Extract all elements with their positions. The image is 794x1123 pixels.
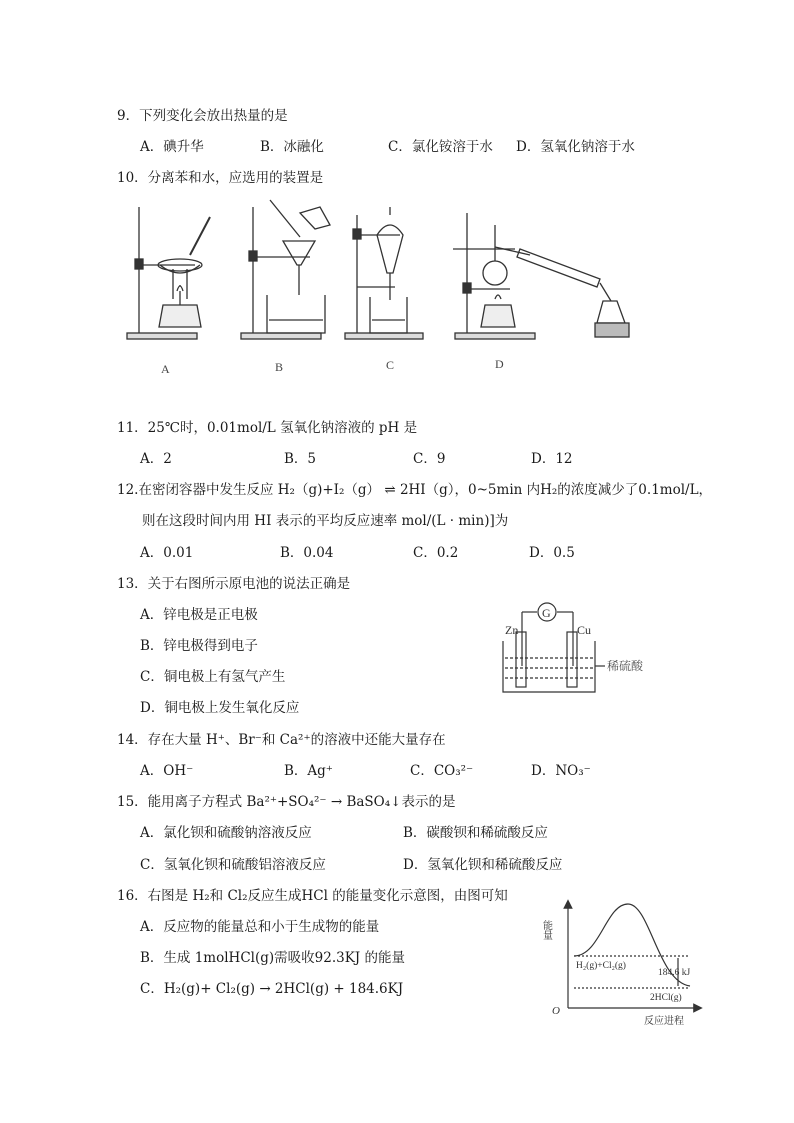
q12-option-c: C．0.2 bbox=[413, 545, 459, 561]
q11-option-d: D．12 bbox=[531, 451, 573, 467]
q16-option-c: C．H₂(g)+ Cl₂(g) → 2HCl(g) + 184.6KJ bbox=[140, 981, 404, 997]
q15-option-a: A．氯化钡和硫酸钠溶液反应 bbox=[140, 825, 312, 841]
lab-apparatus-figure bbox=[115, 195, 635, 380]
q11-option-c: C．9 bbox=[413, 451, 446, 467]
question-10-stem: 10．分离苯和水，应选用的装置是 bbox=[117, 170, 324, 186]
q12-option-a: A．0.01 bbox=[140, 545, 194, 561]
reactants-label: H₂(g)+Cl₂(g) bbox=[576, 961, 626, 971]
galvanic-cell-figure bbox=[495, 596, 655, 698]
zn-electrode-label: Zn bbox=[505, 623, 519, 637]
q9-option-c: C．氯化铵溶于水 bbox=[388, 139, 493, 155]
galvanometer-label: G bbox=[542, 606, 551, 620]
q13-option-a: A．锌电极是正电极 bbox=[140, 607, 258, 623]
y-axis-label: 能量 bbox=[540, 920, 552, 940]
electrolyte-label: 稀硫酸 bbox=[607, 659, 644, 673]
delta-energy-label: 184.6 kJ bbox=[658, 968, 691, 978]
q9-option-a: A．碘升华 bbox=[140, 139, 204, 155]
products-label: 2HCl(g) bbox=[650, 993, 682, 1003]
q16-option-a: A．反应物的能量总和小于生成物的能量 bbox=[140, 919, 380, 935]
q13-option-c: C．铜电极上有氢气产生 bbox=[140, 669, 286, 685]
apparatus-d-distillation bbox=[453, 213, 629, 339]
question-9-stem: 9．下列变化会放出热量的是 bbox=[117, 108, 288, 124]
figure-label-b: B bbox=[275, 360, 284, 374]
x-axis-label: 反应进程 bbox=[644, 1016, 684, 1027]
q12-option-b: B．0.04 bbox=[280, 545, 334, 561]
apparatus-c-separatory-funnel bbox=[345, 207, 423, 339]
q16-option-b: B．生成 1molHCl(g)需吸收92.3KJ 的能量 bbox=[140, 950, 405, 966]
question-11-stem: 11．25℃时，0.01mol/L 氢氧化钠溶液的 pH 是 bbox=[117, 420, 418, 436]
q13-option-b: B．锌电极得到电子 bbox=[140, 638, 258, 654]
figure-label-d: D bbox=[495, 357, 504, 371]
q14-option-a: A．OH⁻ bbox=[140, 763, 194, 779]
question-12-stem-line1: 12.在密闭容器中发生反应 H₂（g)+I₂（g） ⇌ 2HI（g），0~5min 内H₂的浓度减少了0.1mol/L， bbox=[117, 482, 713, 498]
q13-option-d: D．铜电极上发生氧化反应 bbox=[140, 700, 300, 716]
q14-option-c: C．CO₃²⁻ bbox=[410, 763, 474, 779]
apparatus-a-evaporation bbox=[127, 207, 210, 339]
q15-option-c: C．氢氧化钡和硫酸铝溶液反应 bbox=[140, 857, 326, 873]
energy-diagram-figure bbox=[540, 898, 710, 1028]
question-12-stem-line2: 则在这段时间内用 HI 表示的平均反应速率 mol/(L · min)]为 bbox=[142, 513, 509, 529]
q12-option-d: D．0.5 bbox=[529, 545, 575, 561]
q15-option-b: B．碳酸钡和稀硫酸反应 bbox=[403, 825, 548, 841]
question-15-stem: 15．能用离子方程式 Ba²⁺+SO₄²⁻ → BaSO₄↓表示的是 bbox=[117, 794, 456, 810]
origin-label: O bbox=[552, 1005, 560, 1017]
q14-option-d: D．NO₃⁻ bbox=[531, 763, 591, 779]
cu-electrode-label: Cu bbox=[577, 623, 592, 637]
question-13-stem: 13．关于右图所示原电池的说法正确是 bbox=[117, 576, 351, 592]
question-14-stem: 14．存在大量 H⁺、Br⁻和 Ca²⁺的溶液中还能大量存在 bbox=[117, 732, 446, 748]
q15-option-d: D．氢氧化钡和稀硫酸反应 bbox=[403, 857, 563, 873]
question-16-stem: 16．右图是 H₂和 Cl₂反应生成HCl 的能量变化示意图，由图可知 bbox=[117, 888, 508, 904]
figure-label-c: C bbox=[386, 358, 395, 372]
figure-label-a: A bbox=[161, 362, 170, 376]
q9-option-d: D．氢氧化钠溶于水 bbox=[516, 139, 635, 155]
q14-option-b: B．Ag⁺ bbox=[284, 763, 333, 779]
apparatus-b-filtration bbox=[241, 200, 330, 339]
q9-option-b: B．冰融化 bbox=[260, 139, 324, 155]
q11-option-a: A．2 bbox=[140, 451, 172, 467]
q11-option-b: B．5 bbox=[284, 451, 317, 467]
